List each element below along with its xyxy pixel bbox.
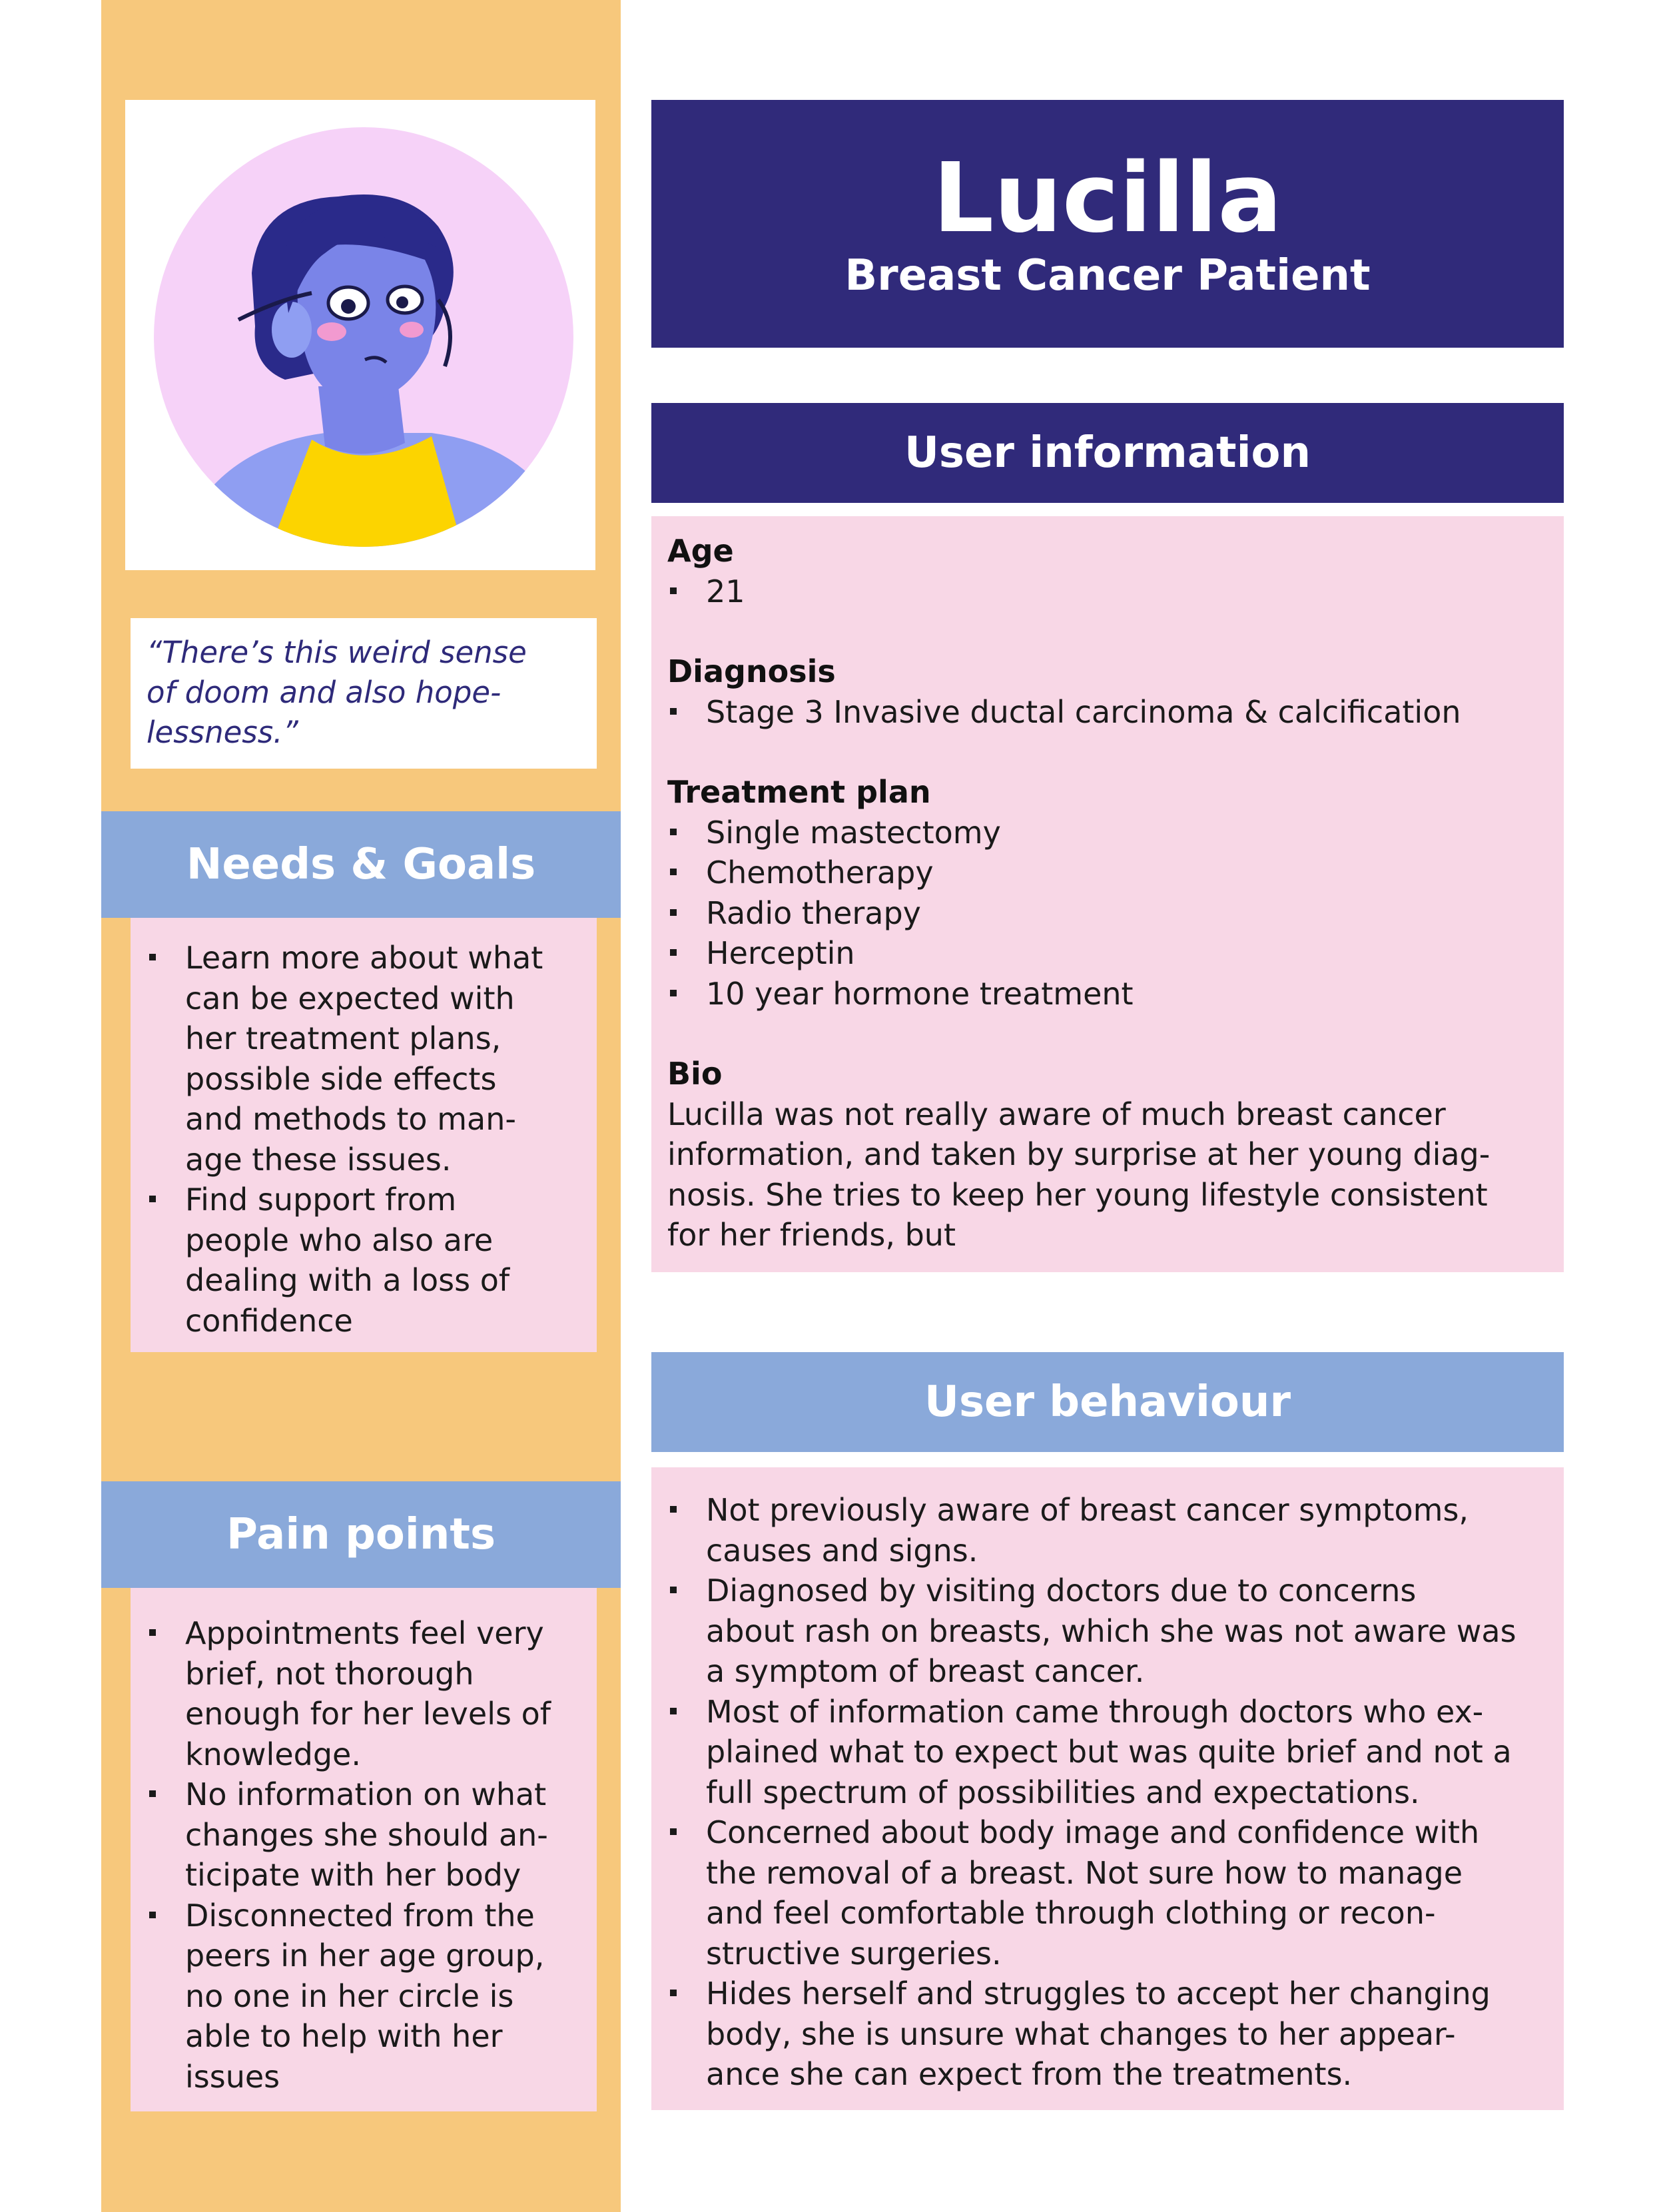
pain-points-title: Pain points: [226, 1510, 496, 1559]
avatar-illustration: [125, 100, 595, 570]
user-behaviour-panel: [651, 1467, 1564, 2110]
list-item: No information on what changes she should an- ticipate with her body: [147, 1774, 583, 1896]
pain-points-list: [147, 1613, 583, 2097]
user-behaviour-title: User behaviour: [924, 1377, 1291, 1427]
user-behaviour-header: [651, 1352, 1564, 1452]
user-information-header: [651, 403, 1564, 503]
needs-goals-header: [101, 811, 621, 918]
user-information-title: User information: [904, 428, 1311, 478]
persona-quote: [131, 618, 597, 769]
bio-label: Bio: [667, 1056, 723, 1092]
list-item: Radio therapy: [667, 893, 1548, 934]
list-item: Appointments feel very brief, not thorough enough for her levels of knowledge.: [147, 1613, 583, 1774]
treatment-plan-label: Treatment plan: [667, 774, 931, 810]
treatment-list: [667, 813, 1548, 1014]
pain-points-panel: [131, 1588, 597, 2111]
list-item: Disconnected from the peers in her age group, no one in her circle is able to help with her issues: [147, 1896, 583, 2097]
diagnosis-value: Stage 3 Invasive ductal carcinoma & calcification: [667, 692, 1548, 733]
list-item: Concerned about body image and confidence with the removal of a breast. Not sure how to manage and feel comfortable through clothing or recon- structive surgeries.: [667, 1812, 1550, 1974]
list-item: Herceptin: [667, 933, 1548, 974]
user-behaviour-list: [667, 1490, 1550, 2095]
list-item: Hides herself and struggles to accept her changing body, she is unsure what changes to her appear- ance she can expect from the treatments.: [667, 1974, 1550, 2095]
quote-line: lessness.”: [147, 715, 298, 750]
bio-text: Lucilla was not really aware of much breast cancer information, and taken by surprise at her young diag- nosis. She tries to keep her young lifestyle consistent for her friends, but: [667, 1096, 1491, 1253]
quote-line: “There’s this weird sense: [147, 635, 527, 670]
needs-goals-list: [147, 938, 583, 1341]
diagnosis-label: Diagnosis: [667, 653, 836, 689]
list-item: Learn more about what can be expected with her treatment plans, possible side effects and methods to man- age these issues.: [147, 938, 583, 1180]
list-item: Not previously aware of breast cancer symptoms, causes and signs.: [667, 1490, 1550, 1571]
list-item: Single mastectomy: [667, 813, 1548, 853]
needs-goals-panel: [131, 918, 597, 1352]
persona-role: Breast Cancer Patient: [844, 251, 1371, 300]
user-information-panel: [651, 516, 1564, 1272]
list-item: Diagnosed by visiting doctors due to concerns about rash on breasts, which she was not aware was a symptom of breast cancer.: [667, 1571, 1550, 1692]
list-item: Find support from people who also are dealing with a loss of confidence: [147, 1180, 583, 1341]
avatar-card: [125, 100, 595, 570]
quote-line: of doom and also hope-: [147, 675, 501, 710]
list-item: Chemotherapy: [667, 853, 1548, 893]
list-item: Most of information came through doctors who ex- plained what to expect but was quite brief and not a full spectrum of possibilities and expectations.: [667, 1692, 1550, 1813]
persona-name: Lucilla: [932, 142, 1283, 254]
pain-points-header: [101, 1481, 621, 1588]
list-item: 10 year hormone treatment: [667, 974, 1548, 1014]
persona-title-banner: [651, 100, 1564, 348]
needs-goals-title: Needs & Goals: [186, 840, 536, 889]
age-label: Age: [667, 533, 734, 569]
age-value: 21: [667, 571, 1548, 612]
